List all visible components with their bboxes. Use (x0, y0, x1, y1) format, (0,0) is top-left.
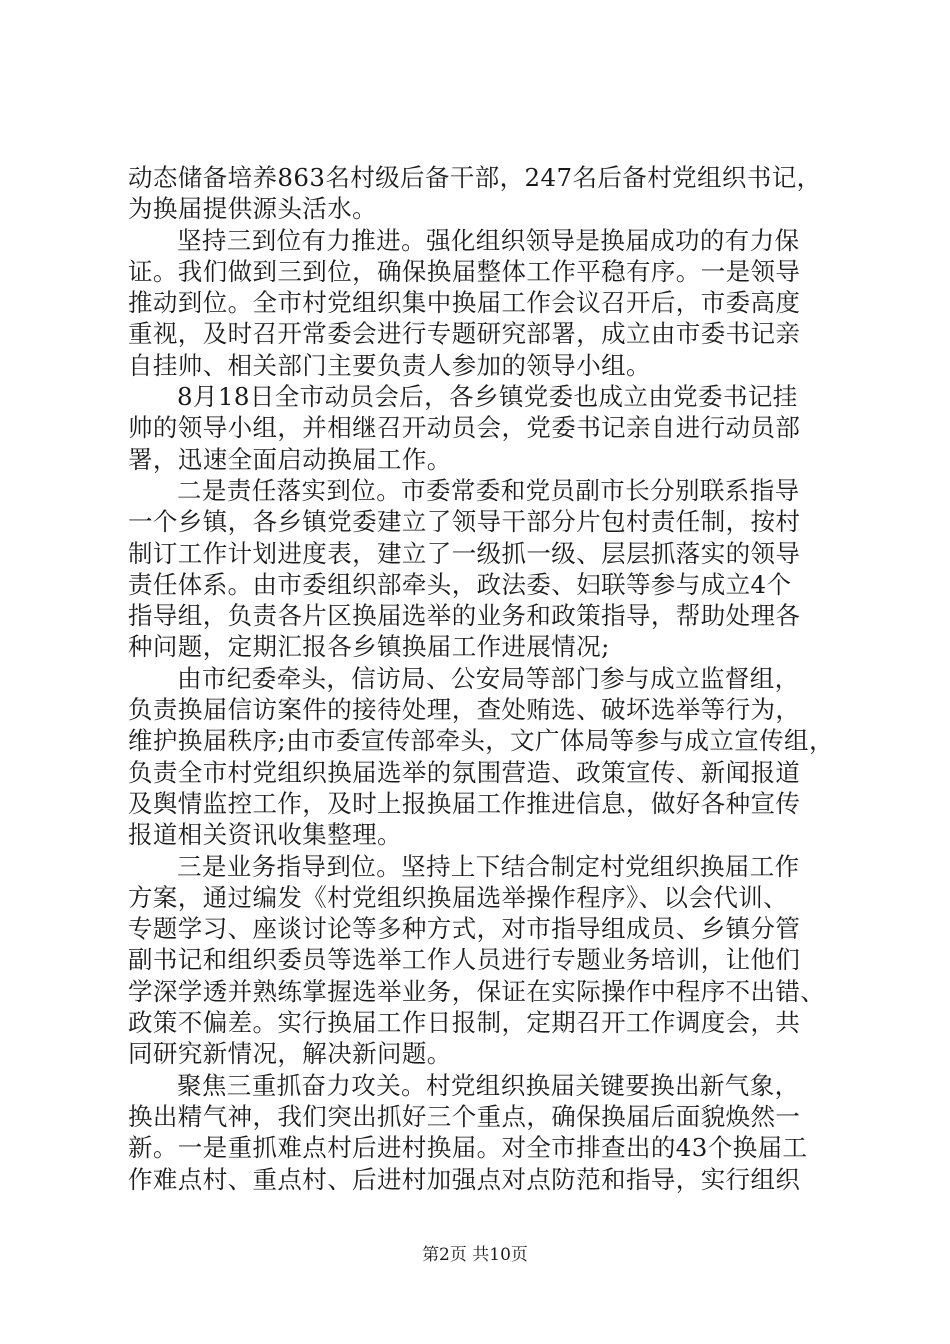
paragraph-start-line: 8月18日全市动员会后，各乡镇党委也成立由党委书记挂 (177, 382, 798, 412)
paragraph-start-line: 三是业务指导到位。坚持上下结合制定村党组织换届工作 (177, 851, 800, 881)
text-line: 推动到位。全市村党组织集中换届工作会议召开后，市委高度 (128, 288, 801, 318)
text-line: 负责全市村党组织换届选举的氛围营造、政策宣传、新闻报道 (128, 757, 801, 787)
text-line: 副书记和组织委员等选举工作人员进行专题业务培训，让他们 (128, 945, 801, 975)
text-line: 及舆情监控工作，及时上报换届工作推进信息，做好各种宣传 (128, 788, 801, 818)
paragraph-start-line: 二是责任落实到位。市委常委和党员副市长分别联系指导 (177, 475, 800, 505)
text-line: 报道相关资讯收集整理。 (128, 820, 402, 850)
paragraph-start-line: 聚焦三重抓奋力攻关。村党组织换届关键要换出新气象， (177, 1070, 800, 1100)
text-line: 重视，及时召开常委会进行专题研究部署，成立由市委书记亲 (128, 319, 801, 349)
text-line: 自挂帅、相关部门主要负责人参加的领导小组。 (128, 350, 651, 380)
text-line: 帅的领导小组，并相继召开动员会，党委书记亲自进行动员部 (128, 413, 801, 443)
text-line: 动态储备培养863名村级后备干部，247名后备村党组织书记， (128, 163, 822, 192)
document-body (128, 162, 834, 1195)
text-line: 为换届提供源头活水。 (128, 194, 377, 224)
text-line: 政策不偏差。实行换届工作日报制，定期召开工作调度会，共 (128, 1008, 801, 1038)
text-line: 证。我们做到三到位，确保换届整体工作平稳有序。一是领导 (128, 256, 801, 286)
page-number-footer: 第2页 共10页 (422, 1245, 528, 1265)
text-line: 新。一是重抓难点村后进村换届。对全市排查出的43个换届工 (128, 1133, 808, 1163)
text-line: 署，迅速全面启动换届工作。 (128, 444, 452, 474)
paragraph-start-line: 坚持三到位有力推进。强化组织领导是换届成功的有力保 (177, 225, 800, 255)
text-line: 换出精气神，我们突出抓好三个重点，确保换届后面貌焕然一 (128, 1101, 801, 1131)
text-line: 种问题，定期汇报各乡镇换届工作进展情况; (128, 632, 610, 662)
text-line: 专题学习、座谈讨论等多种方式，对市指导组成员、乡镇分管 (128, 914, 801, 944)
text-line: 制订工作计划进度表，建立了一级抓一级、层层抓落实的领导 (128, 538, 801, 568)
text-line: 责任体系。由市委组织部牵头，政法委、妇联等参与成立4个 (128, 569, 792, 599)
text-line: 一个乡镇，各乡镇党委建立了领导干部分片包村责任制，按村 (128, 507, 801, 537)
text-line: 同研究新情况，解决新问题。 (128, 1039, 452, 1069)
text-line: 方案，通过编发《村党组织换届选举操作程序》、以会代训、 (128, 882, 789, 912)
text-line: 维护换届秩序;由市委宣传部牵头，文广体局等参与成立宣传组， (128, 726, 834, 756)
text-line: 负责换届信访案件的接待处理，查处贿选、破坏选举等行为， (128, 695, 801, 725)
text-line: 指导组，负责各片区换届选举的业务和政策指导，帮助处理各 (128, 601, 801, 631)
text-line: 学深学透并熟练掌握选举业务，保证在实际操作中程序不出错、 (128, 976, 826, 1006)
paragraph-start-line: 由市纪委牵头，信访局、公安局等部门参与成立监督组， (177, 663, 800, 693)
text-line: 作难点村、重点村、后进村加强点对点防范和指导，实行组织 (128, 1164, 801, 1194)
